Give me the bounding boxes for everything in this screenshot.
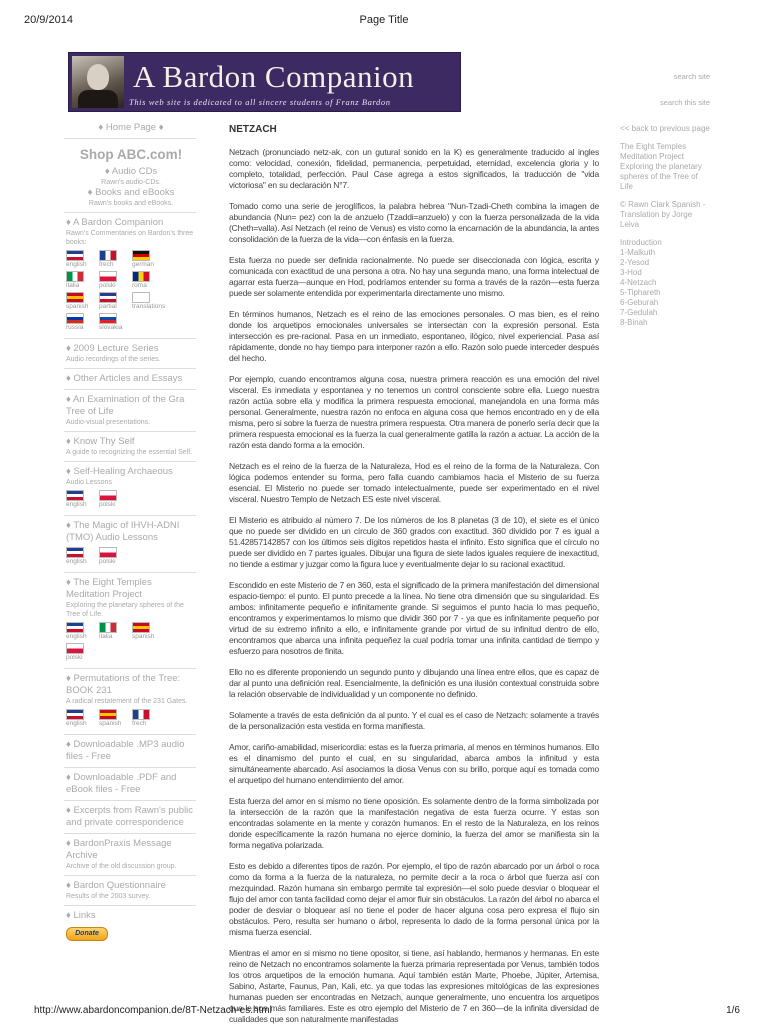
flag-label: italia bbox=[99, 633, 113, 640]
permutations-link[interactable]: ♦ Permutations of the Tree: BOOK 231 bbox=[66, 673, 181, 696]
article-paragraph: Ello no es diferente proponiendo un segundo punto y dibujando una línea entre ellos, que es capaz de dar al punto una definición real. Esencialmente, la definición es una ilusión contextual construida sobre la relación observable de individualidad y un componente no definido. bbox=[229, 667, 599, 699]
questionnaire-link[interactable]: ♦ Bardon Questionnaire bbox=[66, 880, 166, 891]
magic-flags bbox=[66, 547, 196, 568]
flag-frech[interactable] bbox=[99, 250, 132, 269]
back-link[interactable]: << back to previous page bbox=[620, 124, 710, 133]
audio-cds-desc: Rawn's audio-CDs. bbox=[101, 179, 161, 186]
eight-temples-info: The Eight Temples Meditation Project Exploring the planetary spheres of the Tree of Life bbox=[620, 142, 702, 191]
permutations-desc: A radical restatement of the 231 Gates. bbox=[66, 698, 188, 705]
flag-english-icon bbox=[66, 490, 84, 501]
sidebar-section-companion bbox=[64, 212, 196, 338]
flag-partial-icon bbox=[99, 292, 117, 303]
praxis-desc: Archive of the old discussion group. bbox=[66, 863, 177, 870]
excerpts-link[interactable]: ♦ Excerpts from Rawn's public and private correspondence bbox=[66, 805, 194, 828]
chapter-link[interactable]: 8-Binah bbox=[620, 318, 648, 327]
sidebar-section-pdf bbox=[64, 767, 196, 800]
flag-label: spanish bbox=[132, 633, 155, 640]
chapter-link[interactable]: 3-Hod bbox=[620, 268, 642, 277]
shop-link[interactable]: Shop ABC.com! bbox=[79, 147, 183, 162]
chapter-link[interactable]: 7-Gedulah bbox=[620, 308, 658, 317]
sidebar-section-self-healing bbox=[64, 461, 196, 515]
flag-slovakia[interactable] bbox=[99, 313, 132, 332]
site-title: A Bardon Companion bbox=[133, 59, 415, 94]
chapter-link[interactable]: 1-Malkuth bbox=[620, 248, 656, 257]
sidebar-section-shop bbox=[64, 138, 196, 212]
right-column bbox=[620, 72, 710, 336]
flag-label: english bbox=[66, 558, 87, 565]
flag-english[interactable] bbox=[66, 622, 99, 641]
chapter-link[interactable]: 5-Tiphareth bbox=[620, 288, 661, 297]
chapter-link[interactable]: 6-Geburah bbox=[620, 298, 659, 307]
flag-english-icon bbox=[66, 250, 84, 261]
sidebar-section-home bbox=[64, 118, 196, 138]
sidebar-nav bbox=[64, 118, 196, 945]
flag-german-icon bbox=[132, 250, 150, 261]
flag-russia[interactable] bbox=[66, 313, 99, 332]
lectures-desc: Audio recordings of the series. bbox=[66, 356, 161, 363]
eight-temples-flags bbox=[66, 622, 196, 664]
flag-roma-icon bbox=[132, 271, 150, 282]
author-portrait bbox=[72, 56, 124, 108]
print-date: 20/9/2014 bbox=[24, 14, 73, 26]
flag-label: polski bbox=[99, 282, 116, 289]
chapter-link[interactable]: 4-Netzach bbox=[620, 278, 657, 287]
article-paragraph: En términos humanos, Netzach es el reino de las emociones personales. O mas bien, es el reino donde los arquetipos emocionales universales se intersectan con la expresión personal. Esta intersección es pre-racional. Pasa en un inmediato, espontaneo, ilógico, nivel experiencial. Pasa así rápidamente, donde no hay tiempo para interponer razón a ello. Razón solo puede interceder después del hecho. bbox=[229, 309, 599, 363]
examination-link[interactable]: ♦ An Examination of the Gra Tree of Life bbox=[66, 394, 185, 417]
article-paragraph: Esta fuerza del amor en si mismo no tiene oposición. Es solamente dentro de la forma simbolizada por la intersección de la razón que la manifestación negativa de esta fuerza ocurre. Y estas son encontradas solamente en la mente y corazón humanos. En el resto de la Naturaleza, en los reinos donde específicamente la razón humana no ejerce dominio, la fuerza del amor se manifiesta sin la forma negativa polarizada. bbox=[229, 796, 599, 850]
site-banner[interactable] bbox=[68, 52, 461, 112]
praxis-link[interactable]: ♦ BardonPraxis Message Archive bbox=[66, 838, 172, 861]
flag-label: polski bbox=[66, 654, 83, 661]
companion-desc: Rawn's Commentaries on Bardon's three books: bbox=[66, 230, 194, 246]
article-paragraph: Netzach (pronunciado netz-ak, con un gutural sonido en la K) es generalmente traducido al ingles como: velocidad, conexión, fidelidad, permanencia, perpetuidad, eternidad, excelencia gloria y lo completo, totalidad, perfección. Paul Case agrega a estos significados, la traducción de "vida victoriosa" en su declaración N°7. bbox=[229, 147, 599, 190]
sidebar-section-mp3 bbox=[64, 734, 196, 767]
print-page-number: 1/6 bbox=[726, 1005, 740, 1016]
flag-polski-icon bbox=[66, 643, 84, 654]
article-paragraph: Mientras el amor en si mismo no tiene opositor, si tiene, así hablando, hermanos y hermanas. En este reino de Netzach no encontramos solamente la fuerza primaria representada por Venus, también todos los otros arquetipos de la emoción humana. Aquí también están Marte, Phoebe, Júpiter, Artemisa, Sabino, Astarte, Faunus, Pan, Kali, etc. ya que todas las expresiones mitológicas de las expresiones humanas pueden ser encontradas en Netzach, aunque generalmente, uno encuentra los arquetipos que le son más familiares. Este es otro ejemplo del Misterio de 7 en 360—de la infinita diversidad de cualidades que son naturalmente manifestadas bbox=[229, 948, 599, 1024]
sidebar-section-questionnaire bbox=[64, 875, 196, 905]
sidebar-section-praxis bbox=[64, 833, 196, 875]
links-link[interactable]: ♦ Links bbox=[66, 910, 96, 921]
flag-english[interactable] bbox=[66, 250, 99, 269]
flag-german[interactable] bbox=[132, 250, 165, 269]
copyright-info: © Rawn Clark Spanish - Translation by Jorge Leiva bbox=[620, 200, 706, 229]
books-desc: Rawn's books and eBooks. bbox=[88, 200, 174, 207]
print-url: http://www.abardoncompanion.de/8T-Netzach-es.html bbox=[34, 1005, 272, 1016]
flag-label: english bbox=[66, 720, 87, 727]
flag-english-icon bbox=[66, 709, 84, 720]
questionnaire-desc: Results of the 2003 survey. bbox=[66, 893, 151, 900]
flag-polski-icon bbox=[99, 547, 117, 558]
flag-label: polski bbox=[99, 501, 116, 508]
flag-label: polski bbox=[99, 558, 116, 565]
flag-label: italia bbox=[66, 282, 80, 289]
flag-slovakia-icon bbox=[99, 313, 117, 324]
flag-label: slovakia bbox=[99, 324, 123, 331]
intro-link[interactable]: Introduction bbox=[620, 238, 662, 247]
audio-cds-link[interactable]: ♦ Audio CDs bbox=[104, 166, 158, 177]
permutations-flags bbox=[66, 709, 196, 730]
site-subtitle: This web site is dedicated to all sincere students of Franz Bardon bbox=[129, 97, 391, 107]
sidebar-section-links bbox=[64, 905, 196, 945]
eight-temples-link[interactable]: ♦ The Eight Temples Meditation Project bbox=[66, 577, 152, 600]
flag-frech[interactable] bbox=[132, 709, 165, 728]
flag-english-icon bbox=[66, 547, 84, 558]
flag-spanish-icon bbox=[66, 292, 84, 303]
flag-italia[interactable] bbox=[99, 622, 132, 641]
flag-spanish[interactable] bbox=[132, 622, 165, 641]
flag-italia-icon bbox=[66, 271, 84, 282]
flag-spanish[interactable] bbox=[99, 709, 132, 728]
flag-label: frech bbox=[132, 720, 147, 727]
search-site-link[interactable]: search site bbox=[673, 72, 710, 81]
chapter-link[interactable]: 2-Yesod bbox=[620, 258, 650, 267]
flag-english[interactable] bbox=[66, 490, 99, 509]
flag-spanish-icon bbox=[132, 622, 150, 633]
articles-link[interactable]: ♦ Other Articles and Essays bbox=[66, 373, 183, 384]
article-paragraph: Por ejemplo, cuando encontramos alguna cosa, nuestra primera reacción es una emoción del nivel visceral. Es inmediata y espontanea y no tenemos un control consciente sobre ella. Luego nuestra razón actúa sobre ella y modifica la primera respuesta emocional, manejandola en una forma más personal. Generalmente, nuestra razón no enfoca en alguna cosa que hemos encontrado en y de ella misma, pero si sobre la fuerza de nuestra primera respuesta. Otra manera de ponerlo sería decir que la primera respuesta emocional es la fuerza la cual generalmente gatilla la razón a actuar. La acción de la razón esta dando forma a la emoción. bbox=[229, 374, 599, 450]
sidebar-section-know-thy-self bbox=[64, 431, 196, 461]
books-link[interactable]: ♦ Books and eBooks bbox=[87, 187, 175, 198]
flag-english[interactable] bbox=[66, 709, 99, 728]
article-body bbox=[229, 147, 599, 1025]
article-paragraph: Esta fuerza no puede ser definida racionalmente. No puede ser diseccionada con lógica, escrita y comunicada con exactitud de una persona a otra. No hay una segunda mano, una forma intelectual de agarrar esta fuerza—aunque en Hod, podríamos entender su forma a través de la razón—esta fuerza puede ser solamente entendida por experimentarla directamente uno mismo. bbox=[229, 255, 599, 298]
sidebar-section-permutations bbox=[64, 668, 196, 734]
chapter-items bbox=[620, 248, 710, 328]
article-paragraph: Escondido en este Misterio de 7 en 360, esta el significado de la primera manifestación del dimensional espacio-tiempo: el punto. El punto precede a la línea. No tiene otra dimensión que su singularidad. Es ambos: infinitamente pequeño e infinitamente grande. Si seguimos el punto hacia lo mas pequeño, encontramos y experimentamos lo mismo que dividir 360 por 7 - ya que es infinitamente pequeño por virtud de su extremo infinito a ello, e infinitamente grande por virtud de su infinitud dentro de ello, encontramos que abarca una infinita pequeñez la cual podría tomar una infinita cantidad de tiempo y esfuerzo para nosotros de finita. bbox=[229, 580, 599, 656]
article-paragraph: Amor, cariño-amabilidad, misericordia: estas es la fuerza primaria, al menos en términos humanos. Ello es el dinamismo del punto el cual, en su singularidad, abarca ambos la infinitud y esta simultáneamente abarcado. Así asociamos la diosa Venus con su brillo, porque aquí es tomada como el arquetipo del humano entendimiento del amor. bbox=[229, 742, 599, 785]
companion-flags bbox=[66, 250, 196, 334]
flag-label: roma bbox=[132, 282, 147, 289]
flag-russia-icon bbox=[66, 313, 84, 324]
flag-frech-icon bbox=[132, 709, 150, 720]
flag-polski[interactable] bbox=[99, 547, 132, 566]
self-healing-desc: Audio Lessons bbox=[66, 479, 112, 486]
flag-polski[interactable] bbox=[99, 271, 132, 290]
article-paragraph: Solamente a través de esta definición da al punto. Y el cual es el caso de Netzach: solamente a través de la personalización esta vestida en forma manifiesta. bbox=[229, 710, 599, 731]
article-paragraph: Netzach es el reino de la fuerza de la Naturaleza, Hod es el reino de la forma de la Naturaleza. Con lógica podemos entender su forma, pero falla cuando cambiamos hacia el Misterio de su fuerza esencial. El Misterio no puede ser tomado intelectualmente, puede ser experimentado en el nivel visceral. Nuestro Templo de Netzach ES este nivel visceral. bbox=[229, 461, 599, 504]
print-header bbox=[24, 14, 744, 28]
home-page-link[interactable]: ♦ Home Page ♦ bbox=[98, 122, 164, 133]
self-healing-flags bbox=[66, 490, 196, 511]
flag-polski[interactable] bbox=[66, 643, 99, 662]
flag-english[interactable] bbox=[66, 547, 99, 566]
chapter-list bbox=[620, 238, 710, 328]
flag-roma[interactable] bbox=[132, 271, 165, 290]
sidebar-section-excerpts bbox=[64, 800, 196, 833]
sidebar-section-examination bbox=[64, 389, 196, 431]
flag-partial[interactable] bbox=[99, 292, 132, 311]
flag-english-icon bbox=[66, 622, 84, 633]
eight-temples-desc: Exploring the planetary spheres of the Tree of Life. bbox=[66, 602, 184, 618]
know-thy-self-link[interactable]: ♦ Know Thy Self bbox=[66, 436, 135, 447]
page-heading: NETZACH bbox=[229, 124, 277, 135]
flag-label: frech bbox=[99, 261, 114, 268]
flag-italia[interactable] bbox=[66, 271, 99, 290]
magic-link[interactable]: ♦ The Magic of IHVH-ADNI (TMO) Audio Lessons bbox=[66, 520, 180, 543]
donate-button[interactable]: Donate bbox=[66, 927, 108, 941]
flag-italia-icon bbox=[99, 622, 117, 633]
flag-label: spanish bbox=[99, 720, 122, 727]
companion-link[interactable]: ♦ A Bardon Companion bbox=[66, 217, 164, 228]
print-page-title: Page Title bbox=[359, 14, 409, 26]
sidebar-section-magic bbox=[64, 515, 196, 572]
sidebar-section-eight-temples bbox=[64, 572, 196, 668]
mp3-link[interactable]: ♦ Downloadable .MP3 audio files - Free bbox=[66, 739, 185, 762]
flag-polski-icon bbox=[99, 271, 117, 282]
article-paragraph: Tomado como una serie de jeroglíficos, la palabra hebrea "Nun-Tzadi-Cheth combina la imagen de abundancia (Nun= pez) con la de anzuelo (Tzaddi=anzuelo) y con la fuerza personalizada de la vida (Cheth=valla). Así Netzach (el reino de Venus) es visto como la encarnación de la abundancia, la antes consolidación de la fuerza de la vida—con énfasis en la fuerza. bbox=[229, 201, 599, 244]
flag-polski-icon bbox=[99, 490, 117, 501]
self-healing-link[interactable]: ♦ Self-Healing Archaeous bbox=[66, 466, 173, 477]
flag-spanish[interactable] bbox=[66, 292, 99, 311]
portrait-body bbox=[78, 90, 118, 108]
flag-label: russia bbox=[66, 324, 84, 331]
flag-label: german bbox=[132, 261, 155, 268]
search-page-link[interactable]: search this site bbox=[659, 98, 710, 107]
flag-label: translations bbox=[132, 303, 166, 310]
flag-label: english bbox=[66, 633, 87, 640]
flag-translations[interactable] bbox=[132, 292, 165, 311]
pdf-link[interactable]: ♦ Downloadable .PDF and eBook files - Free bbox=[66, 772, 177, 795]
lectures-link[interactable]: ♦ 2009 Lecture Series bbox=[66, 343, 159, 354]
flag-frech-icon bbox=[99, 250, 117, 261]
flag-label: partial bbox=[99, 303, 117, 310]
sidebar-section-articles bbox=[64, 368, 196, 389]
know-thy-self-desc: A guide to recognizing the essential Self. bbox=[66, 449, 193, 456]
flag-spanish-icon bbox=[99, 709, 117, 720]
flag-polski[interactable] bbox=[99, 490, 132, 509]
flag-translations-icon bbox=[132, 292, 150, 303]
flag-label: spanish bbox=[66, 303, 89, 310]
portrait-face bbox=[87, 64, 109, 90]
flag-label: english bbox=[66, 261, 87, 268]
article-paragraph: Esto es debido a diferentes tipos de razón. Por ejemplo, el tipo de razón abarcado por un árbol o roca como da forma a la fuerza de la naturaleza, no permite decir a la roca o árbol que fuerza así con mezquindad. Razón humana sin embargo permite tal expresión—el solo puede desviar o bloquear el flujo del amor con tanta facilidad como dejar el amor fluir sin obstáculos. La razón del árbol no abarca el poder de desviar o bloquear así no tiene el poder de hacer alguna cosa pero expresa el flujo sin obstáculos. Pero, resulta ser humano o árbol, representa lo dado de la forma personal única por la misma fuerza esencial. bbox=[229, 861, 599, 937]
sidebar-section-lectures bbox=[64, 338, 196, 368]
examination-desc: Audio-visual presentations. bbox=[66, 419, 151, 426]
main-content bbox=[229, 124, 599, 1035]
article-paragraph: El Misterio es atribuido al número 7. De los números de los 8 planetas (3 de 10), el siete es el único que no puede ser dividido en un círculo de 360 grados con exactitud. 360 dividido por 7 es igual a 51.42857142857 con los últimos seis dígitos repetidos hasta el infinito. Esto significa que el círculo no puede ser dividido en 7 partes iguales. Dibujar una figura de siete lados iguales requiere de inexactitud, no tiende a estimar y juzgar como la figura luce y eventualmente dejar lo su racional exactitud. bbox=[229, 515, 599, 569]
flag-label: english bbox=[66, 501, 87, 508]
